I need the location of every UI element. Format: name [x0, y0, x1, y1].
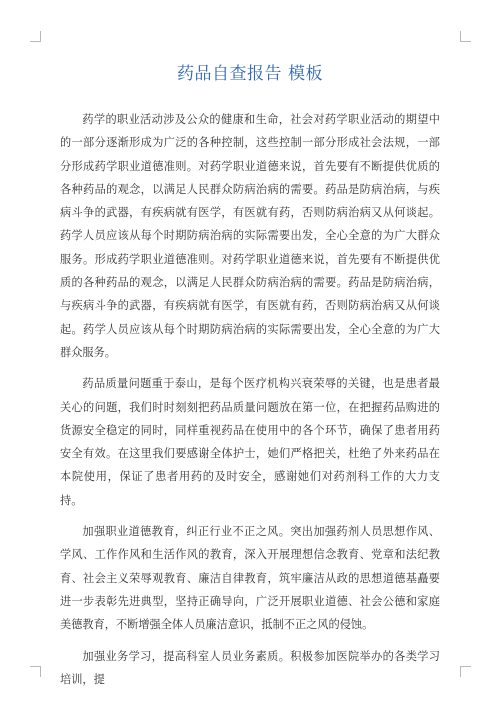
crop-mark-top-left [30, 31, 41, 42]
paragraph-4: 加强业务学习，提高科室人员业务素质。积极参加医院举办的各类学习培训，提 [60, 649, 440, 686]
document-title: 药品自查报告 模板 [177, 64, 323, 84]
crop-mark-bottom-right [460, 666, 471, 677]
paragraph-3: 加强职业道德教育，纠正行业不正之风。突出加强药剂人员思想作风、学风、工作作风和生活作风的教育，深入开展理想信念教育、党章和法纪教育、社会主义荣辱观教育、廉洁自律教育，筑牢廉洁从政的思想道德基矗要进一步表彰先进典型，坚持正确导向，广泛开展职业道德、社会公德和家庭美德教育，不断增强全体人员廉洁意识，抵制不正之风的侵蚀。 [60, 525, 440, 632]
paragraph-1: 药学的职业活动涉及公众的健康和生命，社会对药学职业活动的期望中的一部分逐渐形成为广泛的各种控制，这些控制一部分形成社会法规，一部分形成药学职业道德准则。对药学职业道德来说，首先要有不断提供优质的各种药品的观念，以满足人民群众防病治病的需要。药品是防病治病，与疾病斗争的武器，有疾病就有医学，有医就有药，否则防病治病又从何谈起。药学人员应该从每个时期防病治病的实际需要出发，全心全意的为广大群众服务。形成药学职业道德准则。对药学职业道德来说，首先要有不断提供优质的各种药品的观念，以满足人民群众防病治病的需要。药品是防病治病，与疾病斗争的武器，有疾病就有医学，有医就有药，否则防病治病又从何谈起。药学人员应该从每个时期防病治病的实际需要出发，全心全意的为广大群众服务。 [60, 113, 440, 359]
crop-mark-bottom-left [30, 666, 41, 677]
paragraph-2: 药品质量问题重于泰山，是每个医疗机构兴衰荣辱的关键，也是患者最关心的问题，我们时时刻刻把药品质量问题放在第一位，在把握药品购进的货源安全稳定的同时，同样重视药品在使用中的各个环节，确保了患者用药安全有效。在这里我们要感谢全体护士，她们严格把关，杜绝了外来药品在本院使用，保证了患者用药的及时安全，感谢她们对药剂科工作的大力支持。 [60, 377, 440, 507]
crop-mark-top-right [460, 31, 471, 42]
document-body [60, 108, 440, 699]
